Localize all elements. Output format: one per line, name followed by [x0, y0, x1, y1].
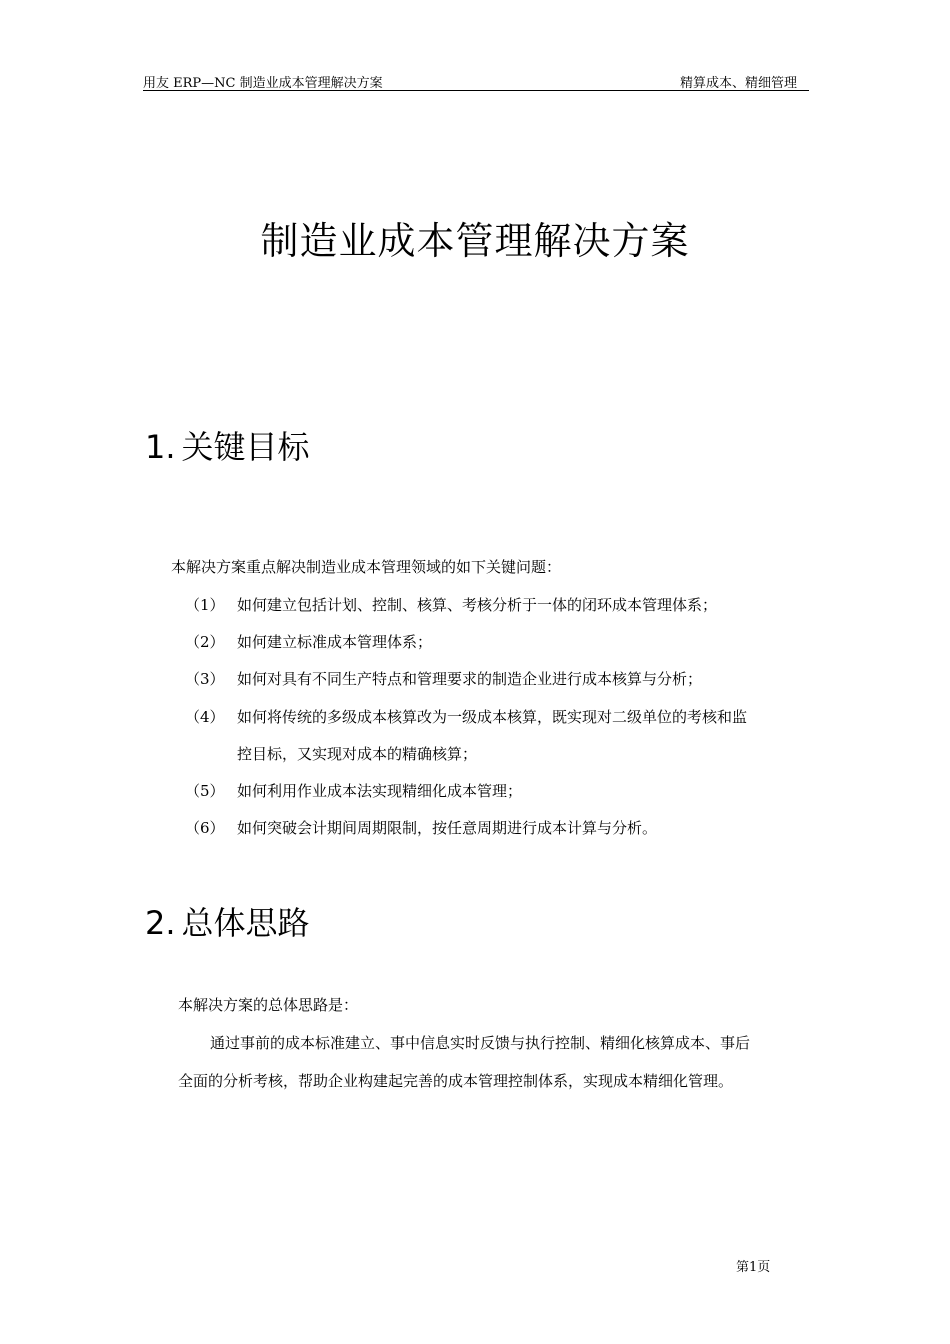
list-item-text-continued: 控目标，又实现对成本的精确核算；: [237, 745, 478, 763]
section-1-title: 关键目标: [181, 428, 310, 466]
list-item-number: （1）: [185, 596, 225, 614]
list-item-number: （4）: [185, 708, 225, 726]
section-2-number: 2.: [145, 904, 176, 942]
list-item-text: 如何利用作业成本法实现精细化成本管理；: [237, 782, 523, 800]
section-1-heading: [145, 422, 310, 468]
list-item-number: （2）: [185, 633, 225, 651]
page-number: 第1页: [736, 1260, 771, 1275]
list-item-number: （3）: [185, 670, 225, 688]
header-left-text: 用友 ERP—NC 制造业成本管理解决方案: [143, 76, 383, 91]
list-item-text: 如何突破会计期间周期限制，按任意周期进行成本计算与分析。: [237, 819, 658, 837]
section-2-intro: 本解决方案的总体思路是：: [178, 996, 359, 1014]
header-right-text: 精算成本、精细管理: [679, 76, 797, 91]
page-header: [143, 70, 809, 91]
list-item-number: （6）: [185, 819, 225, 837]
list-item-text: 如何建立标准成本管理体系；: [237, 633, 433, 651]
section-1-number: 1.: [145, 428, 176, 466]
section-2-title: 总体思路: [181, 904, 310, 942]
section-1-intro: 本解决方案重点解决制造业成本管理领域的如下关键问题：: [171, 558, 562, 576]
list-item-text: 如何建立包括计划、控制、核算、考核分析于一体的闭环成本管理体系；: [237, 596, 718, 614]
list-item-number: （5）: [185, 782, 225, 800]
list-item-text: 如何对具有不同生产特点和管理要求的制造企业进行成本核算与分析；: [237, 670, 703, 688]
section-2-body-line-1: 通过事前的成本标准建立、事中信息实时反馈与执行控制、精细化核算成本、事后: [210, 1034, 751, 1052]
list-item-text: 如何将传统的多级成本核算改为一级成本核算，既实现对二级单位的考核和监: [237, 708, 748, 726]
section-2-body-line-2: 全面的分析考核，帮助企业构建起完善的成本管理控制体系，实现成本精细化管理。: [178, 1072, 734, 1090]
document-title: 制造业成本管理解决方案: [260, 219, 690, 263]
section-2-heading: [145, 898, 310, 944]
